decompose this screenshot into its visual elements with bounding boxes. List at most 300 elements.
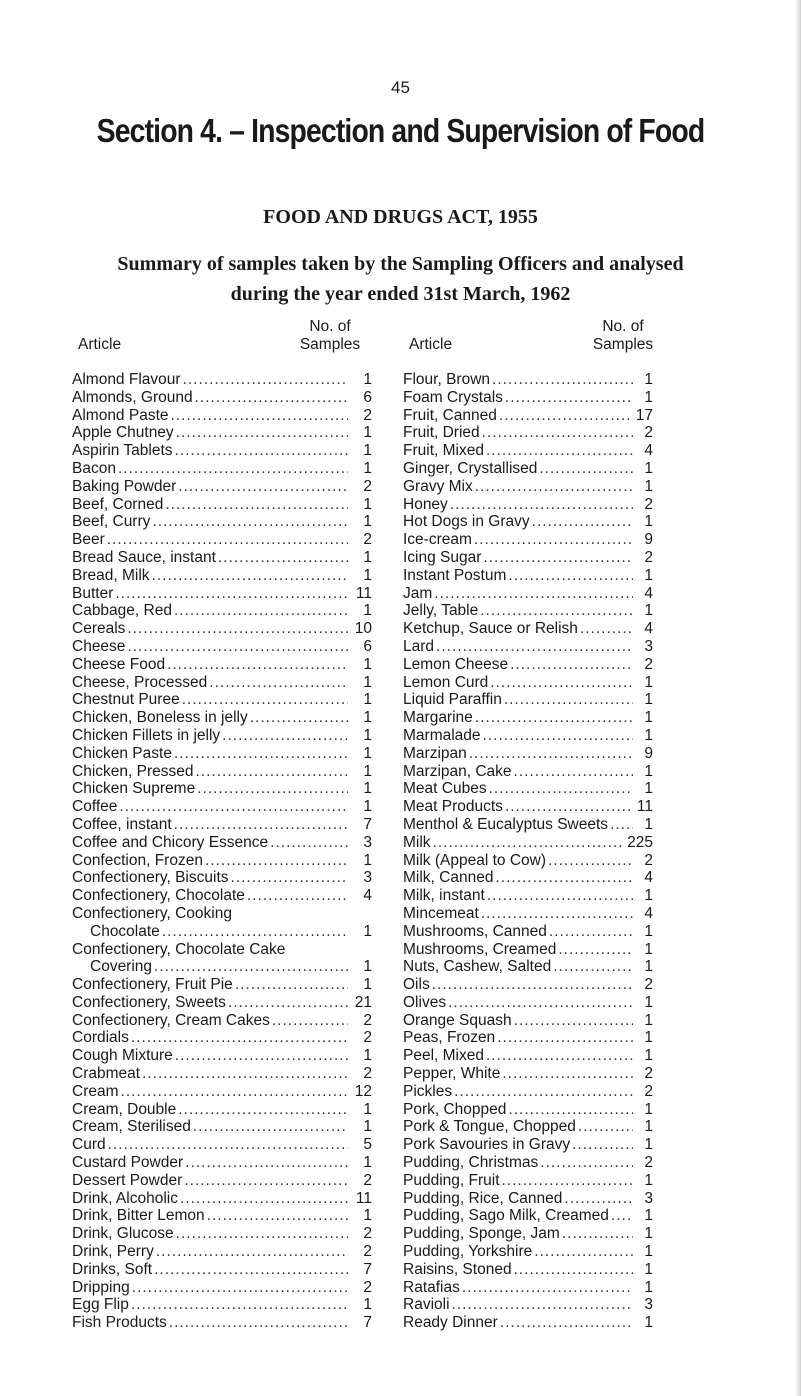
sample-row bbox=[72, 602, 372, 620]
sample-row bbox=[72, 798, 372, 816]
sample-count: 5 bbox=[363, 1136, 372, 1154]
sample-row bbox=[403, 407, 653, 425]
sample-count: 1 bbox=[644, 477, 653, 495]
dot-leader bbox=[142, 1065, 348, 1083]
sample-row bbox=[403, 976, 653, 994]
dot-leader bbox=[486, 442, 633, 460]
dot-leader bbox=[489, 780, 633, 798]
sample-row bbox=[72, 1118, 372, 1136]
dot-leader bbox=[549, 923, 633, 941]
sample-row bbox=[72, 460, 372, 478]
dot-leader bbox=[487, 887, 633, 905]
dot-leader bbox=[174, 602, 348, 620]
dot-leader bbox=[540, 1154, 633, 1172]
sample-count: 4 bbox=[644, 869, 653, 887]
sample-row bbox=[72, 442, 372, 460]
dot-leader bbox=[218, 549, 348, 567]
article-name: Ketchup, Sauce or Relish bbox=[403, 620, 578, 638]
sample-count: 3 bbox=[644, 637, 653, 655]
sample-row bbox=[72, 407, 372, 425]
sample-row bbox=[403, 1065, 653, 1083]
sample-row bbox=[403, 1029, 653, 1047]
article-name: Confectionery, Biscuits bbox=[72, 869, 229, 887]
sample-count: 1 bbox=[363, 442, 372, 460]
sample-row bbox=[403, 958, 653, 976]
article-name: Fruit, Canned bbox=[403, 406, 497, 424]
sample-row bbox=[72, 763, 372, 781]
dot-leader bbox=[483, 727, 633, 745]
sample-count: 1 bbox=[644, 958, 653, 976]
article-name: Beef, Corned bbox=[72, 495, 164, 513]
article-name: Egg Flip bbox=[72, 1296, 129, 1314]
sample-row bbox=[403, 1118, 653, 1136]
article-name: Olives bbox=[403, 993, 447, 1011]
sample-row bbox=[403, 852, 653, 870]
sample-row bbox=[72, 941, 372, 959]
sample-count: 1 bbox=[363, 655, 372, 673]
sample-count: 1 bbox=[644, 709, 653, 727]
dot-leader bbox=[558, 941, 633, 959]
sample-count: 1 bbox=[644, 388, 653, 406]
no-of-label: No. of bbox=[602, 318, 644, 335]
dot-leader bbox=[499, 407, 633, 425]
article-name: Marzipan bbox=[403, 744, 467, 762]
dot-leader bbox=[127, 620, 348, 638]
sample-count: 1 bbox=[644, 1260, 653, 1278]
dot-leader bbox=[193, 1118, 348, 1136]
article-name: Confectionery, Fruit Pie bbox=[72, 976, 233, 994]
article-name: Pudding, Sago Milk, Creamed bbox=[403, 1207, 609, 1225]
sample-row bbox=[403, 763, 653, 781]
dot-leader bbox=[171, 407, 349, 425]
article-name: Confectionery, Chocolate bbox=[72, 887, 245, 905]
sample-count: 1 bbox=[363, 1047, 372, 1065]
article-name: Almond Paste bbox=[72, 406, 169, 424]
dot-leader bbox=[174, 745, 348, 763]
sample-row bbox=[403, 549, 653, 567]
dot-leader bbox=[462, 1279, 633, 1297]
sample-row bbox=[403, 656, 653, 674]
sample-row bbox=[72, 585, 372, 603]
sample-row bbox=[72, 780, 372, 798]
article-name: Chicken, Pressed bbox=[72, 762, 194, 780]
sample-count: 4 bbox=[644, 584, 653, 602]
dot-leader bbox=[185, 1154, 348, 1172]
sample-count: 3 bbox=[363, 869, 372, 887]
article-name: Chicken Paste bbox=[72, 744, 172, 762]
dot-leader bbox=[205, 852, 348, 870]
sample-row bbox=[403, 620, 653, 638]
sample-row bbox=[72, 709, 372, 727]
dot-leader bbox=[182, 691, 348, 709]
dot-leader bbox=[502, 1065, 633, 1083]
dot-leader bbox=[508, 1101, 633, 1119]
no-of-label: No. of bbox=[309, 318, 351, 335]
article-name: Nuts, Cashew, Salted bbox=[403, 958, 552, 976]
sample-count: 1 bbox=[644, 1243, 653, 1261]
sample-count: 225 bbox=[627, 833, 653, 851]
dot-leader bbox=[180, 1190, 348, 1208]
dot-leader bbox=[454, 1083, 633, 1101]
article-name: Coffee and Chicory Essence bbox=[72, 833, 269, 851]
dot-leader bbox=[169, 1314, 348, 1332]
dot-leader bbox=[107, 531, 348, 549]
article-name: Cordials bbox=[72, 1029, 129, 1047]
sample-row bbox=[72, 1136, 372, 1154]
article-name: Custard Powder bbox=[72, 1154, 184, 1172]
dot-leader bbox=[119, 798, 348, 816]
article-name: Confectionery, Sweets bbox=[72, 993, 226, 1011]
article-name: Lard bbox=[403, 637, 435, 655]
dot-leader bbox=[178, 478, 348, 496]
sample-count: 2 bbox=[644, 424, 653, 442]
sample-count: 1 bbox=[363, 1118, 372, 1136]
sample-count: 2 bbox=[363, 1243, 372, 1261]
sample-row bbox=[72, 656, 372, 674]
sample-row bbox=[72, 834, 372, 852]
article-name: Drink, Bitter Lemon bbox=[72, 1207, 205, 1225]
dot-leader bbox=[127, 638, 348, 656]
dot-leader bbox=[534, 1243, 633, 1261]
sample-row bbox=[403, 834, 653, 852]
article-name: Icing Sugar bbox=[403, 548, 482, 566]
sample-count: 9 bbox=[644, 531, 653, 549]
sample-count: 1 bbox=[644, 815, 653, 833]
section-title: Section 4. – Inspection and Supervision of Food bbox=[96, 112, 705, 149]
sample-count: 1 bbox=[363, 780, 372, 798]
sample-count: 1 bbox=[363, 424, 372, 442]
sample-row bbox=[72, 727, 372, 745]
sample-row bbox=[72, 620, 372, 638]
sample-count: 1 bbox=[363, 1207, 372, 1225]
article-name: Meat Cubes bbox=[403, 780, 487, 798]
dot-leader bbox=[433, 834, 626, 852]
dot-leader bbox=[578, 1118, 633, 1136]
sample-count: 2 bbox=[644, 976, 653, 994]
sample-row bbox=[72, 923, 372, 941]
sample-count: 2 bbox=[363, 1171, 372, 1189]
sample-row bbox=[403, 460, 653, 478]
dot-leader bbox=[497, 1029, 633, 1047]
sample-count: 1 bbox=[363, 513, 372, 531]
sample-count: 1 bbox=[644, 1207, 653, 1225]
sample-row bbox=[72, 1314, 372, 1332]
sample-count: 2 bbox=[363, 1029, 372, 1047]
sample-row bbox=[72, 1172, 372, 1190]
page-edge-shadow bbox=[795, 0, 801, 1396]
sample-count: 1 bbox=[644, 691, 653, 709]
sample-count: 2 bbox=[644, 548, 653, 566]
dot-leader bbox=[611, 1207, 633, 1225]
sample-row bbox=[72, 1012, 372, 1030]
article-name: Beer bbox=[72, 531, 105, 549]
article-name: Chestnut Puree bbox=[72, 691, 180, 709]
sample-row bbox=[403, 602, 653, 620]
article-name: Fish Products bbox=[72, 1314, 167, 1332]
dot-leader bbox=[167, 656, 348, 674]
article-name: Pudding, Sponge, Jam bbox=[403, 1225, 560, 1243]
sample-row bbox=[403, 1154, 653, 1172]
sample-row bbox=[72, 371, 372, 389]
dot-leader bbox=[209, 674, 348, 692]
dot-leader bbox=[176, 1225, 348, 1243]
article-name: Orange Squash bbox=[403, 1011, 512, 1029]
sample-row bbox=[403, 691, 653, 709]
article-name: Almond Flavour bbox=[72, 371, 181, 388]
sample-count: 1 bbox=[363, 691, 372, 709]
article-name: Almonds, Ground bbox=[72, 388, 193, 406]
sample-row bbox=[403, 424, 653, 442]
sample-count: 2 bbox=[363, 477, 372, 495]
dot-leader bbox=[272, 1012, 348, 1030]
article-name: Baking Powder bbox=[72, 477, 177, 495]
dot-leader bbox=[183, 371, 348, 389]
sample-count: 1 bbox=[644, 459, 653, 477]
dot-leader bbox=[495, 869, 633, 887]
article-name: Drinks, Soft bbox=[72, 1260, 153, 1278]
sample-row bbox=[403, 1261, 653, 1279]
article-name: Chocolate bbox=[90, 922, 160, 940]
sample-row bbox=[72, 976, 372, 994]
dot-leader bbox=[539, 460, 633, 478]
article-name: Ginger, Crystallised bbox=[403, 459, 538, 477]
article-name: Cereals bbox=[72, 620, 126, 638]
sample-count: 3 bbox=[644, 1296, 653, 1314]
sample-row bbox=[403, 1314, 653, 1332]
sample-row bbox=[72, 638, 372, 656]
article-name: Bread Sauce, instant bbox=[72, 548, 216, 566]
sample-count: 11 bbox=[355, 584, 372, 602]
dot-leader bbox=[514, 1261, 633, 1279]
dot-leader bbox=[152, 513, 348, 531]
article-name: Lemon Cheese bbox=[403, 655, 509, 673]
sample-row bbox=[403, 709, 653, 727]
sample-row bbox=[72, 905, 372, 923]
dot-leader bbox=[436, 638, 633, 656]
sample-count: 4 bbox=[644, 904, 653, 922]
article-name: Jam bbox=[403, 584, 433, 602]
sample-count: 1 bbox=[363, 922, 372, 940]
left-column bbox=[72, 318, 372, 1332]
article-name: Marmalade bbox=[403, 726, 481, 744]
sample-count: 2 bbox=[644, 851, 653, 869]
article-name: Bread, Milk bbox=[72, 566, 150, 584]
sample-row bbox=[72, 674, 372, 692]
sample-row bbox=[403, 745, 653, 763]
article-name: Milk, instant bbox=[403, 887, 485, 905]
article-name: Butter bbox=[72, 584, 114, 602]
sample-count: 2 bbox=[363, 1225, 372, 1243]
dot-leader bbox=[195, 389, 348, 407]
article-name: Beef, Curry bbox=[72, 513, 151, 531]
sample-count: 1 bbox=[644, 513, 653, 531]
sample-row bbox=[72, 1207, 372, 1225]
dot-leader bbox=[162, 923, 348, 941]
sample-count: 7 bbox=[363, 815, 372, 833]
sample-count: 2 bbox=[644, 1154, 653, 1172]
dot-leader bbox=[231, 869, 349, 887]
sample-row bbox=[72, 1029, 372, 1047]
sample-count: 1 bbox=[644, 1136, 653, 1154]
article-name: Gravy Mix bbox=[403, 477, 473, 495]
sample-row bbox=[72, 389, 372, 407]
article-name: Cheese Food bbox=[72, 655, 166, 673]
sample-row bbox=[403, 674, 653, 692]
sample-count: 4 bbox=[644, 620, 653, 638]
right-column-header bbox=[403, 318, 653, 364]
article-name: Ravioli bbox=[403, 1296, 450, 1314]
sample-row bbox=[72, 1261, 372, 1279]
dot-leader bbox=[197, 780, 348, 798]
sample-row bbox=[403, 478, 653, 496]
sample-row bbox=[403, 1279, 653, 1297]
dot-leader bbox=[118, 460, 348, 478]
article-name: Cheese bbox=[72, 637, 126, 655]
sample-count: 1 bbox=[363, 673, 372, 691]
article-name: Raisins, Stoned bbox=[403, 1260, 512, 1278]
sample-row bbox=[403, 1083, 653, 1101]
sample-count: 2 bbox=[363, 406, 372, 424]
sample-row bbox=[403, 1243, 653, 1261]
dot-leader bbox=[474, 531, 633, 549]
sample-row bbox=[72, 496, 372, 514]
article-name: Crabmeat bbox=[72, 1065, 141, 1083]
sample-count: 1 bbox=[363, 762, 372, 780]
dot-leader bbox=[469, 745, 633, 763]
sample-count: 4 bbox=[644, 442, 653, 460]
sample-row bbox=[403, 869, 653, 887]
article-name: Curd bbox=[72, 1136, 106, 1154]
summary-line-1: Summary of samples taken by the Sampling Officers and analysed bbox=[117, 253, 684, 275]
sample-row bbox=[403, 727, 653, 745]
article-name: Hot Dogs in Gravy bbox=[403, 513, 530, 531]
sample-row bbox=[72, 1101, 372, 1119]
dot-leader bbox=[532, 513, 633, 531]
dot-leader bbox=[434, 585, 633, 603]
dot-leader bbox=[178, 1101, 348, 1119]
article-name: Apple Chutney bbox=[72, 424, 174, 442]
article-name: Milk bbox=[403, 833, 431, 851]
dot-leader bbox=[514, 1012, 633, 1030]
dot-leader bbox=[156, 1243, 348, 1261]
article-name: Bacon bbox=[72, 459, 116, 477]
sample-row bbox=[403, 941, 653, 959]
sample-row bbox=[403, 798, 653, 816]
sample-row bbox=[72, 1243, 372, 1261]
samples-header bbox=[285, 318, 375, 354]
article-name: Cheese, Processed bbox=[72, 673, 208, 691]
sample-count: 1 bbox=[363, 726, 372, 744]
dot-leader bbox=[510, 656, 633, 674]
article-name: Pork, Chopped bbox=[403, 1100, 507, 1118]
dot-leader bbox=[481, 905, 633, 923]
article-name: Dessert Powder bbox=[72, 1171, 183, 1189]
dot-leader bbox=[580, 620, 633, 638]
sample-count: 7 bbox=[363, 1314, 372, 1332]
sample-row bbox=[72, 691, 372, 709]
dot-leader bbox=[475, 709, 633, 727]
sample-row bbox=[72, 531, 372, 549]
sample-count: 1 bbox=[363, 495, 372, 513]
article-name: Cough Mixture bbox=[72, 1047, 173, 1065]
article-name: Drink, Glucose bbox=[72, 1225, 174, 1243]
sample-count: 1 bbox=[363, 1154, 372, 1172]
sample-count: 1 bbox=[644, 673, 653, 691]
sample-row bbox=[72, 1154, 372, 1172]
sample-row bbox=[403, 780, 653, 798]
dot-leader bbox=[165, 496, 348, 514]
sample-count: 10 bbox=[354, 620, 372, 638]
sample-row bbox=[72, 567, 372, 585]
article-name: Cream, Sterilised bbox=[72, 1118, 191, 1136]
sample-row bbox=[403, 887, 653, 905]
sample-row bbox=[72, 958, 372, 976]
sample-row bbox=[403, 1012, 653, 1030]
dot-leader bbox=[486, 1047, 633, 1065]
sample-count: 1 bbox=[363, 602, 372, 620]
article-name: Chicken Fillets in jelly bbox=[72, 726, 221, 744]
article-name: Milk, Canned bbox=[403, 869, 494, 887]
sample-row bbox=[72, 513, 372, 531]
sample-row bbox=[72, 1083, 372, 1101]
article-name: Ice-cream bbox=[403, 531, 472, 549]
dot-leader bbox=[475, 478, 633, 496]
dot-leader bbox=[222, 727, 348, 745]
sample-row bbox=[403, 1101, 653, 1119]
page-number: 45 bbox=[391, 78, 410, 97]
article-name: Flour, Brown bbox=[403, 371, 491, 388]
sample-count: 1 bbox=[644, 887, 653, 905]
article-name: Pudding, Rice, Canned bbox=[403, 1189, 563, 1207]
dot-leader bbox=[432, 976, 633, 994]
sample-count: 1 bbox=[644, 726, 653, 744]
samples-label: Samples bbox=[592, 336, 654, 353]
sample-count: 2 bbox=[363, 531, 372, 549]
sample-count: 1 bbox=[644, 922, 653, 940]
summary-line-2: during the year ended 31st March, 1962 bbox=[230, 283, 571, 305]
dot-leader bbox=[480, 602, 633, 620]
article-name: Drink, Perry bbox=[72, 1243, 154, 1261]
sample-count: 2 bbox=[644, 1082, 653, 1100]
article-name: Aspirin Tablets bbox=[72, 442, 173, 460]
article-name: Covering bbox=[90, 958, 153, 976]
article-name: Ratafias bbox=[403, 1278, 460, 1296]
sample-row bbox=[72, 1190, 372, 1208]
article-name: Pork Savouries in Gravy bbox=[403, 1136, 571, 1154]
dot-leader bbox=[174, 816, 348, 834]
sample-row bbox=[72, 1296, 372, 1314]
article-name: Margarine bbox=[403, 709, 473, 727]
sample-count: 6 bbox=[363, 637, 372, 655]
sample-count: 17 bbox=[635, 406, 653, 424]
sample-count: 1 bbox=[363, 744, 372, 762]
article-name: Pepper, White bbox=[403, 1065, 501, 1083]
sample-count: 1 bbox=[644, 1171, 653, 1189]
sample-row bbox=[403, 1047, 653, 1065]
sample-count: 2 bbox=[363, 1278, 372, 1296]
sample-count: 1 bbox=[644, 1278, 653, 1296]
dot-leader bbox=[175, 1047, 348, 1065]
sample-count: 1 bbox=[644, 993, 653, 1011]
article-name: Pork & Tongue, Chopped bbox=[403, 1118, 576, 1136]
sample-count: 1 bbox=[644, 762, 653, 780]
dot-leader bbox=[175, 442, 348, 460]
sample-count: 6 bbox=[363, 388, 372, 406]
dot-leader bbox=[505, 389, 633, 407]
dot-leader bbox=[483, 549, 633, 567]
article-name: Meat Products bbox=[403, 798, 503, 816]
article-name: Lemon Curd bbox=[403, 673, 489, 691]
